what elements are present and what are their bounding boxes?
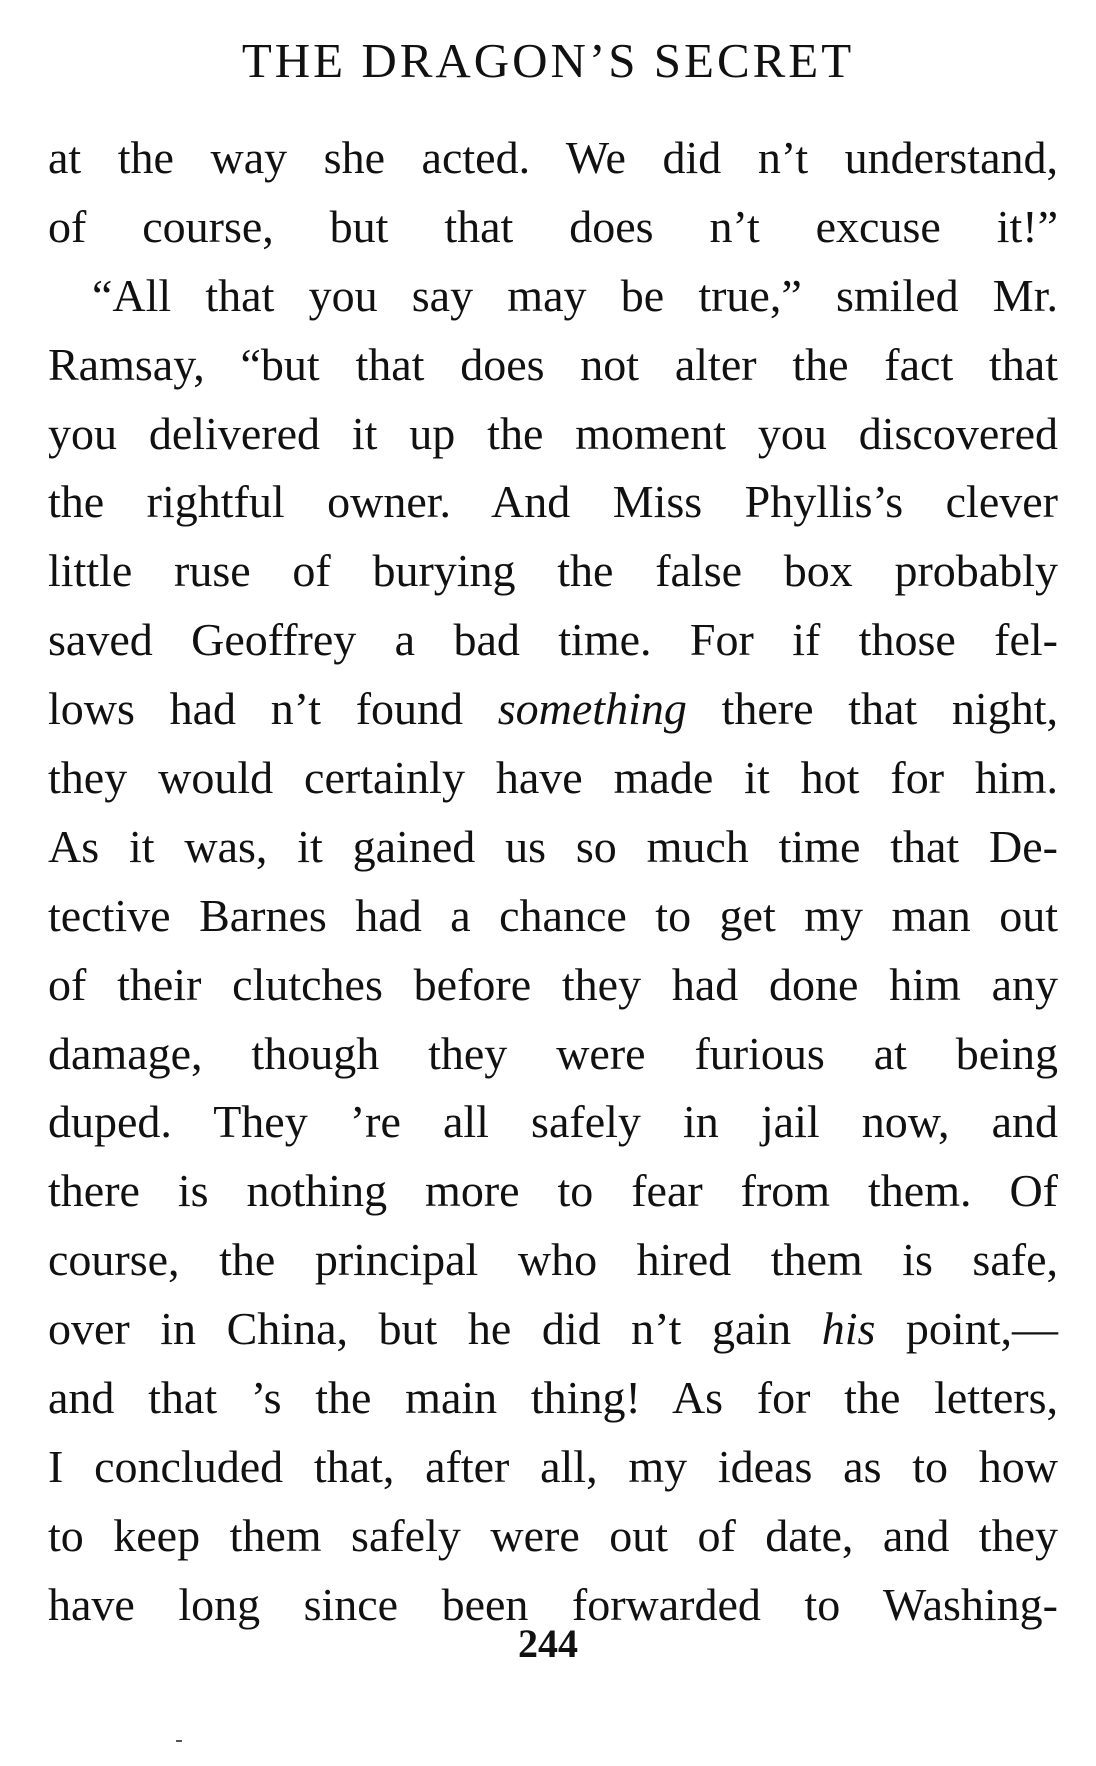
text-line: at the way she acted. We did n’t understand,	[48, 132, 1058, 183]
text-line	[48, 675, 1058, 744]
scan-speck	[176, 1740, 182, 1742]
text-line: little ruse of burying the false box probably	[48, 545, 1058, 597]
line-text-start: over in China, but he did n’t gain	[48, 1303, 822, 1355]
text-line: As it was, it gained us so much time that De-	[48, 820, 1058, 872]
emphasized-word: something	[497, 683, 687, 735]
line-text-end: point,—	[875, 1303, 1058, 1355]
text-line: course, the principal who hired them is safe,	[48, 1234, 1058, 1286]
body-text	[48, 124, 1058, 1640]
text-line: damage, though they were furious at being	[48, 1027, 1058, 1079]
text-line: and that ’s the main thing! As for the letters,	[48, 1372, 1058, 1424]
line-text-start: lows had n’t found	[48, 683, 498, 735]
paragraph-first-line: “All that you say may be true,” smiled Mr.	[92, 269, 1058, 321]
emphasized-word: his	[821, 1303, 876, 1355]
text-line: the rightful owner. And Miss Phyllis’s clever	[48, 476, 1058, 528]
running-title: THE DRAGON’S SECRET	[241, 33, 855, 88]
text-line: there is nothing more to fear from them. Of	[48, 1165, 1058, 1217]
text-line: you delivered it up the moment you discovered	[48, 407, 1058, 459]
text-line	[48, 1295, 1058, 1364]
text-line: Ramsay, “but that does not alter the fact that	[48, 338, 1058, 390]
text-line: of their clutches before they had done him any	[48, 958, 1058, 1010]
text-line: to keep them safely were out of date, and they	[48, 1509, 1058, 1561]
text-line: have long since been forwarded to Washing-	[48, 1578, 1058, 1630]
text-line: of course, but that does n’t excuse it!”	[48, 200, 1058, 252]
text-line: they would certainly have made it hot for him.	[48, 752, 1058, 804]
line-text-end: there that night,	[686, 683, 1058, 735]
text-line: saved Geoffrey a bad time. For if those fel-	[48, 614, 1058, 666]
text-line: duped. They ’re all safely in jail now, and	[48, 1096, 1058, 1148]
page-number: 244	[518, 1621, 578, 1666]
text-line: tective Barnes had a chance to get my man out	[48, 889, 1058, 941]
text-line: I concluded that, after all, my ideas as to how	[48, 1440, 1058, 1492]
